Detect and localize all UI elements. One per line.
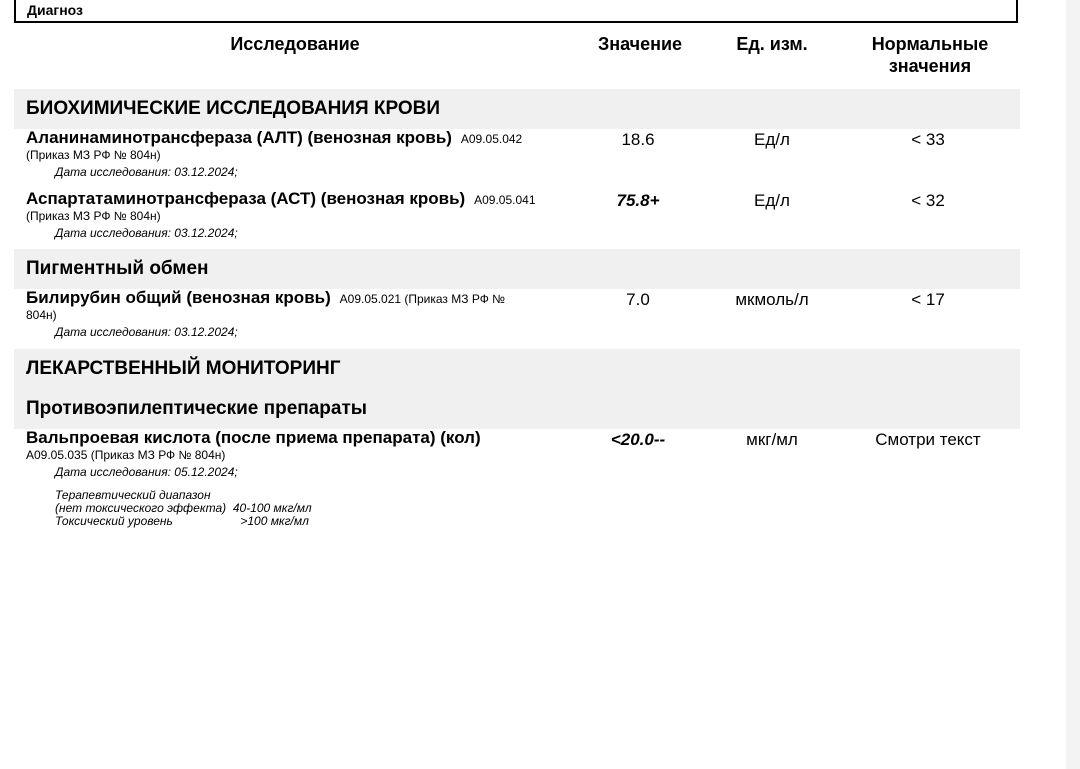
- test-date: Дата исследования: 03.12.2024;: [55, 226, 238, 240]
- test-name: Билирубин общий (венозная кровь): [26, 288, 331, 307]
- test-order: (Приказ МЗ РФ № 804н): [26, 209, 161, 223]
- header-unit: Ед. изм.: [736, 34, 808, 54]
- section-antiepileptic: [14, 389, 1020, 429]
- test-unit: мкг/мл: [746, 430, 798, 449]
- test-normal: < 33: [911, 130, 945, 149]
- header-normal: [848, 33, 1012, 77]
- test-name: Аспартатаминотрансфераза (АСТ) (венозная кровь): [26, 189, 466, 208]
- header-normal-line1: Нормальные: [871, 34, 989, 54]
- row-name: [26, 430, 586, 463]
- test-value: 18.6: [621, 130, 655, 149]
- note-line2-label: (нет токсического эффекта): [55, 501, 227, 515]
- diagnosis-box: [14, 0, 1018, 23]
- test-unit: Ед/л: [754, 130, 790, 149]
- row-name: [26, 130, 576, 163]
- test-order: 804н): [26, 308, 57, 322]
- section-pigment-title: Пигментный обмен: [26, 258, 209, 279]
- test-name: Вальпроевая кислота (после приема препарата) (кол): [26, 428, 481, 447]
- test-value: <20.0--: [610, 430, 666, 449]
- test-order: A09.05.035 (Приказ МЗ РФ № 804н): [26, 448, 226, 462]
- row-name: [26, 290, 576, 323]
- header-normal-line2: значения: [888, 56, 972, 76]
- diagnosis-label: Диагноз: [27, 2, 83, 18]
- test-unit: Ед/л: [754, 191, 790, 210]
- test-normal: < 32: [911, 191, 945, 210]
- therapeutic-note: [55, 489, 312, 528]
- test-normal: < 17: [911, 290, 945, 309]
- header-value: Значение: [597, 34, 683, 54]
- test-value: 7.0: [626, 290, 650, 309]
- test-code: A09.05.042: [460, 132, 523, 146]
- test-order: (Приказ МЗ РФ № 804н): [26, 148, 161, 162]
- test-date: Дата исследования: 05.12.2024;: [55, 465, 238, 479]
- section-drug: [14, 349, 1020, 389]
- note-line3-label: Токсический уровень: [55, 514, 173, 528]
- section-pigment: [14, 249, 1020, 289]
- test-normal: Смотри текст: [875, 430, 981, 449]
- header-study: Исследование: [230, 34, 360, 54]
- section-biochem-title: БИОХИМИЧЕСКИЕ ИССЛЕДОВАНИЯ КРОВИ: [26, 98, 441, 119]
- test-unit: мкмоль/л: [735, 290, 809, 309]
- section-antiepileptic-title: Противоэпилептические препараты: [26, 398, 368, 419]
- row-name: [26, 191, 576, 224]
- test-name: Аланинаминотрансфераза (АЛТ) (венозная кровь): [26, 128, 452, 147]
- page-edge: [1066, 0, 1080, 769]
- note-line2-value: 40-100 мкг/мл: [232, 501, 312, 515]
- test-date: Дата исследования: 03.12.2024;: [55, 165, 238, 179]
- test-date: Дата исследования: 03.12.2024;: [55, 325, 238, 339]
- note-line1: Терапевтический диапазон: [55, 488, 211, 502]
- section-drug-title: ЛЕКАРСТВЕННЫЙ МОНИТОРИНГ: [26, 358, 341, 379]
- test-value: 75.8+: [616, 191, 660, 210]
- test-code: A09.05.021 (Приказ МЗ РФ №: [339, 292, 506, 306]
- test-code: A09.05.041: [474, 193, 536, 207]
- section-biochem: [14, 89, 1020, 129]
- note-line3-value: >100 мкг/мл: [240, 514, 309, 528]
